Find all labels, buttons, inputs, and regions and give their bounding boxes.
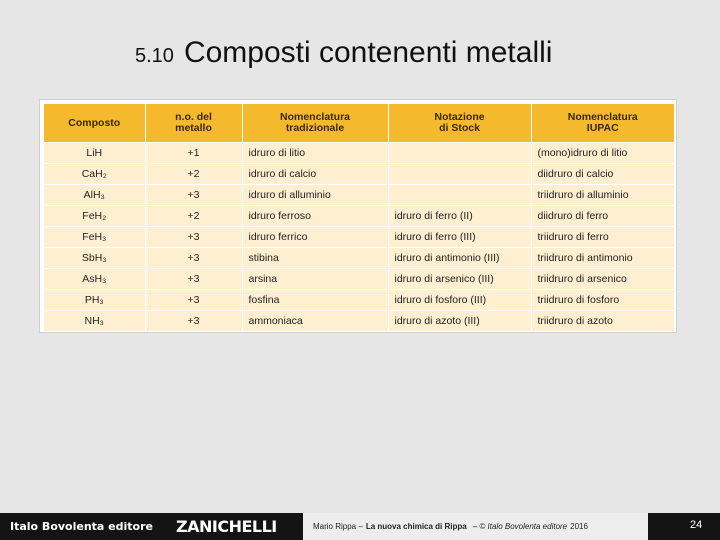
compounds-table <box>44 104 674 331</box>
cell-stock-name <box>388 185 531 206</box>
cell-iupac-name: triidruro di ferro <box>531 227 674 248</box>
cell-iupac-name: (mono)idruro di litio <box>531 143 674 164</box>
cell-iupac-name: triidruro di arsenico <box>531 269 674 290</box>
book-title: La nuova chimica di Rippa <box>365 522 467 531</box>
cell-formula: PH₃ <box>44 290 145 311</box>
table-row <box>44 143 674 164</box>
slide-title <box>135 36 552 76</box>
page-title: Composti contenenti metalli <box>183 36 553 69</box>
cell-formula: FeH₂ <box>44 206 145 227</box>
cell-oxidation-number: +3 <box>145 227 242 248</box>
cell-oxidation-number: +1 <box>145 143 242 164</box>
table-row <box>44 206 674 227</box>
table-row <box>44 290 674 311</box>
cell-stock-name: idruro di fosforo (III) <box>388 290 531 311</box>
cell-oxidation-number: +3 <box>145 290 242 311</box>
table-row <box>44 164 674 185</box>
header-compound: Composto <box>44 104 145 143</box>
cell-formula: AsH₃ <box>44 269 145 290</box>
publisher-logo: ZANICHELLI <box>176 517 277 536</box>
cell-stock-name: idruro di ferro (II) <box>388 206 531 227</box>
table-header-row <box>44 104 674 143</box>
year: 2016 <box>570 522 588 531</box>
section-number: 5.10 <box>135 45 174 67</box>
table-row <box>44 185 674 206</box>
publisher-name: Italo Bovolenta editore <box>10 520 153 533</box>
copyright: – © Italo Bovolenta editore <box>472 522 568 531</box>
cell-iupac-name: diidruro di ferro <box>531 206 674 227</box>
cell-formula: AlH₃ <box>44 185 145 206</box>
cell-oxidation-number: +3 <box>145 248 242 269</box>
cell-formula: LiH <box>44 143 145 164</box>
cell-oxidation-number: +3 <box>145 311 242 332</box>
cell-stock-name: idruro di antimonio (III) <box>388 248 531 269</box>
table-row <box>44 269 674 290</box>
cell-stock-name <box>388 143 531 164</box>
cell-traditional-name: idruro di alluminio <box>242 185 388 206</box>
cell-stock-name: idruro di azoto (III) <box>388 311 531 332</box>
cell-traditional-name: ammoniaca <box>242 311 388 332</box>
cell-iupac-name: triidruro di antimonio <box>531 248 674 269</box>
author: Mario Rippa – <box>313 522 363 531</box>
cell-stock-name: idruro di arsenico (III) <box>388 269 531 290</box>
cell-formula: CaH₂ <box>44 164 145 185</box>
header-traditional-nomenclature: Nomenclatura tradizionale <box>242 104 388 143</box>
cell-iupac-name: triidruro di azoto <box>531 311 674 332</box>
cell-iupac-name: triidruro di fosforo <box>531 290 674 311</box>
cell-formula: FeH₃ <box>44 227 145 248</box>
cell-formula: SbH₃ <box>44 248 145 269</box>
table-row <box>44 248 674 269</box>
page-number: 24 <box>690 519 703 531</box>
cell-oxidation-number: +2 <box>145 206 242 227</box>
cell-traditional-name: fosfina <box>242 290 388 311</box>
cell-traditional-name: idruro di calcio <box>242 164 388 185</box>
cell-traditional-name: idruro di litio <box>242 143 388 164</box>
table-row <box>44 227 674 248</box>
cell-iupac-name: diidruro di calcio <box>531 164 674 185</box>
header-iupac-nomenclature: Nomenclatura IUPAC <box>531 104 674 143</box>
cell-stock-name <box>388 164 531 185</box>
cell-stock-name: idruro di ferro (III) <box>388 227 531 248</box>
cell-traditional-name: stibina <box>242 248 388 269</box>
header-oxidation-number: n.o. del metallo <box>145 104 242 143</box>
table-frame <box>39 99 677 333</box>
credit-box <box>303 513 648 540</box>
table-row <box>44 311 674 332</box>
cell-oxidation-number: +3 <box>145 269 242 290</box>
cell-traditional-name: idruro ferroso <box>242 206 388 227</box>
cell-formula: NH₃ <box>44 311 145 332</box>
header-stock-notation: Notazione di Stock <box>388 104 531 143</box>
cell-iupac-name: triidruro di alluminio <box>531 185 674 206</box>
cell-oxidation-number: +2 <box>145 164 242 185</box>
cell-oxidation-number: +3 <box>145 185 242 206</box>
cell-traditional-name: idruro ferrico <box>242 227 388 248</box>
cell-traditional-name: arsina <box>242 269 388 290</box>
